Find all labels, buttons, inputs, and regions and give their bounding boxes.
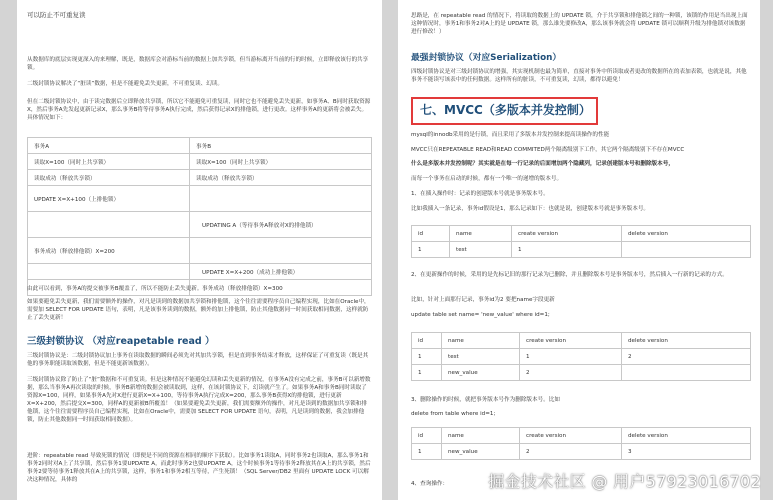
- table-cell: 事务成功（释放排他锁）X=200: [28, 238, 190, 264]
- right-page: [398, 0, 760, 500]
- mvcc-table-update: [411, 332, 751, 381]
- paragraph: 比如，针对上面那行记录，事务id为2 要把name字段更新: [411, 297, 555, 303]
- table-row: [412, 226, 751, 242]
- table-cell: 1: [412, 349, 442, 365]
- table-cell: 读取成功（释放共享锁）: [28, 170, 190, 186]
- table-cell: UPDATING A（等待事务A释放对X的排他锁）: [190, 212, 372, 238]
- mvcc-heading: 七、MVCC（多版本并发控制）: [420, 103, 591, 117]
- table-row: [28, 138, 372, 154]
- table-cell: [622, 365, 751, 381]
- paragraph: 1、在插入操作时：记录的创建版本号就是事务版本号。: [411, 191, 549, 197]
- table-cell: [28, 264, 190, 280]
- table-row: [412, 365, 751, 381]
- table-header-cell: name: [442, 428, 520, 444]
- table-cell: [622, 242, 751, 258]
- page-header: 可以防止不可重复读: [27, 11, 86, 19]
- table-cell: new_value: [442, 365, 520, 381]
- paragraph: update table set name= 'new_value' where id=1;: [411, 312, 550, 318]
- table-row: [412, 333, 751, 349]
- table-cell: 2: [520, 444, 622, 460]
- table-header-cell: create version: [520, 333, 622, 349]
- table-header-cell: delete version: [622, 428, 751, 444]
- table-cell: 1: [412, 444, 442, 460]
- watermark: 掘金技术社区 @ 用户57923016702: [488, 472, 761, 491]
- table-row: [28, 238, 372, 264]
- table-row: [412, 349, 751, 365]
- table-header-cell: 事务B: [190, 138, 372, 154]
- table-header-cell: id: [412, 428, 442, 444]
- table-cell: 3: [622, 444, 751, 460]
- paragraph: MVCC只在REPEATABLE READ和READ COMMITED两个隔离级别下工作，其它两个隔离级别下不存在MVCC: [411, 147, 685, 153]
- table-row: [412, 444, 751, 460]
- table-row: [28, 264, 372, 280]
- mvcc-table-insert: [411, 225, 751, 258]
- paragraph: delete from table where id=1;: [411, 411, 496, 417]
- table-row: [28, 170, 372, 186]
- table-header-cell: delete version: [622, 226, 751, 242]
- table-cell: 1: [512, 242, 622, 258]
- table-header-cell: delete version: [622, 333, 751, 349]
- paragraph: 2、在更新操作的时候，采用的是先标记旧的那行记录为已删除，并且删除版本号是事务版本号，然后插入一行新的记录的方式。: [411, 272, 728, 278]
- table-cell: 读取成功（释放共享锁）: [190, 170, 372, 186]
- table-cell: UPDATE X=X+200（成功上排他锁）: [190, 264, 372, 280]
- table-header-cell: create version: [512, 226, 622, 242]
- table-header-cell: id: [412, 226, 450, 242]
- table-cell: 读取X=100（同时上共享锁）: [28, 154, 190, 170]
- mvcc-table-delete: [411, 427, 751, 460]
- table-cell: test: [442, 349, 520, 365]
- lock-table: [27, 137, 372, 296]
- table-row: [412, 428, 751, 444]
- table-cell: 读取X=100（同时上共享锁）: [190, 154, 372, 170]
- table-row: [412, 242, 751, 258]
- paragraph: 4、查询操作：: [411, 481, 449, 487]
- paragraph: 而每一个事务在启动的时候，都有一个唯一的递增的版本号。: [411, 176, 563, 182]
- table-cell: UPDATE X=X+100（上排他锁）: [28, 186, 190, 212]
- paragraph: 二级封锁协议解决了“脏读”数据，但是不能避免丢失更新，不可重复读、幻读。: [27, 81, 223, 87]
- table-cell: [190, 238, 372, 264]
- table-cell: test: [450, 242, 512, 258]
- paragraph: 进阶：repeatable read 导致死锁的情况（即便是不同的资源在相同的顺序下获取）。比如事务1读取A，同时事务2也读取A，那么事务1和事务2同时对A上了共享锁，然后事务1要UPDATE A，而此时事务2也要UPDATE A，这个时候事务1等待事务2释放其在A上的共享锁，然后事务2要等待事务1释放其在A上的共享锁，这样，事务1和事务2相互等待，产生死锁！（SQL Server/DB2 里面有 UPDATE LOCK 可以解决这种情况，具体的: [27, 453, 371, 483]
- table-row: [28, 154, 372, 170]
- paragraph: 比如我插入一条记录，事务id假设是1，那么记录如下：也就是说，创建版本号就是事务版本号。: [411, 206, 650, 212]
- table-header-cell: 事务A: [28, 138, 190, 154]
- paragraph: 如果要避免丢失更新，我们需要额外的操作，对凡是读到的数据加共享锁和排他锁，这个往往需要程序员自己编程实现，比如在Oracle中，需要加 SELECT FOR UPDATE 语句，表明，凡是该事务读到的数据，额外的加上排他锁，防止其他数据同一时间获取相同数据，这样就防止了丢失更新！: [27, 299, 370, 321]
- paragraph: 从数据库的底层实现更深入的来理解，既是，数据库会对游标当前的数据上加共享锁，但当游标离开当前的行的时候，立即释放该行的共享锁。: [27, 57, 369, 71]
- paragraph: 三级封锁协议除了防止了“脏”数据和不可重复读。但是这种情况不能避免幻读和丢失更新的情况，在事务A没有完成之前，事务B可以新增数据，那么当事务A再次读取的时候，事务B新增的数据会被读取到，这样，在该封锁协议下，幻读就产生了。如果事务A和事务B同时读取了资源X=100，同样，如果事务A先对X进行更新X=X+100，等待事务A执行完成X=200，那么事务B获得X的排他锁，进行更新X=X+200，然后提交X=300，同样A的更新被B所覆盖！（如果要避免丢失更新，我们需要额外的操作，对凡是读到的数据加共享锁和排他锁，这个往往需要程序员自己编程实现，比如在Oracle中，需要加 SELECT FOR UPDATE 语句，表明，凡是读到的数据，我会加排他锁，防止其他数据同一时间获取相同数据）。: [27, 377, 371, 423]
- paragraph: 四级封锁协议是对三级封锁协议的增强，其实现机制也最为简单，直接对事务中所读取或者更改的数据所在的表加表锁，也就是说，其他事务不能读写该表中的任何数据。这样所有的脏读，不可重复读，幻读，都得以避免！: [411, 69, 747, 83]
- table-cell: 1: [520, 349, 622, 365]
- table-cell: [28, 212, 190, 238]
- table-header-cell: create version: [520, 428, 622, 444]
- table-header-cell: name: [442, 333, 520, 349]
- left-page: [17, 0, 382, 500]
- table-cell: 1: [412, 365, 442, 381]
- table-cell: 事务成功（释放排他锁）X=300: [190, 280, 372, 296]
- table-cell: 1: [412, 242, 450, 258]
- table-row: [28, 212, 372, 238]
- table-cell: [190, 186, 372, 212]
- table-cell: 2: [520, 365, 622, 381]
- paragraph: mysql的innodb采用的是行锁，而且采用了多版本并发控制来提高读操作的性能: [411, 132, 610, 138]
- paragraph: 思路是，在 repeatable read 的情况下，将读取的数据上的 UPDATE 锁，介于共享锁和排他锁之间的一种锁，该锁的作用是当出现上面这种情况时，事务1和事务2对A上的是 UPDATE 锁，那么谁先要修改A，那么该事务就会将 UPDATE 锁可以顺利升级为排他锁对该数据进行修改！）: [411, 13, 748, 35]
- table-header-cell: id: [412, 333, 442, 349]
- paragraph: 由此可以看到，事务A的提交被事务B覆盖了，所以不能防止丢失更新。: [27, 286, 203, 292]
- table-cell: new_value: [442, 444, 520, 460]
- table-row: [28, 186, 372, 212]
- table-header-cell: name: [450, 226, 512, 242]
- paragraph: 什么是多版本并发控制呢？其实就是在每一行记录的后面增加两个隐藏列，记录创建版本号和删除版本号，: [411, 161, 674, 167]
- paragraph: 但在二级封锁协议中，由于读完数据后立即释放共享锁，所以它不能避免可重复读，同时它也不能避免丢失更新，如事务A、B同时获取资源X，然后事务A先发起更新记录X，那么事务B将等待事务A执行完成，然后获得记录X的排他锁，进行更改。这样事务A的更新将会被丢失。具体情况如下：: [27, 99, 371, 121]
- section-heading: 三级封锁协议 （对应reapetable read ）: [27, 336, 215, 347]
- paragraph: 三级封锁协议是：二级封锁协议加上事务在读取数据的瞬间必须先对其加共享锁，但是直到事务结束才释放，这样保证了可重复读（既是其他的事务职能读取该数据，但是不能更新该数据）。: [27, 353, 369, 367]
- paragraph: 3、删除操作的时候，就把事务版本号作为删除版本号。比如: [411, 397, 560, 403]
- table-cell: 2: [622, 349, 751, 365]
- section-heading: 最强封锁协议（对应Serialization）: [411, 53, 562, 63]
